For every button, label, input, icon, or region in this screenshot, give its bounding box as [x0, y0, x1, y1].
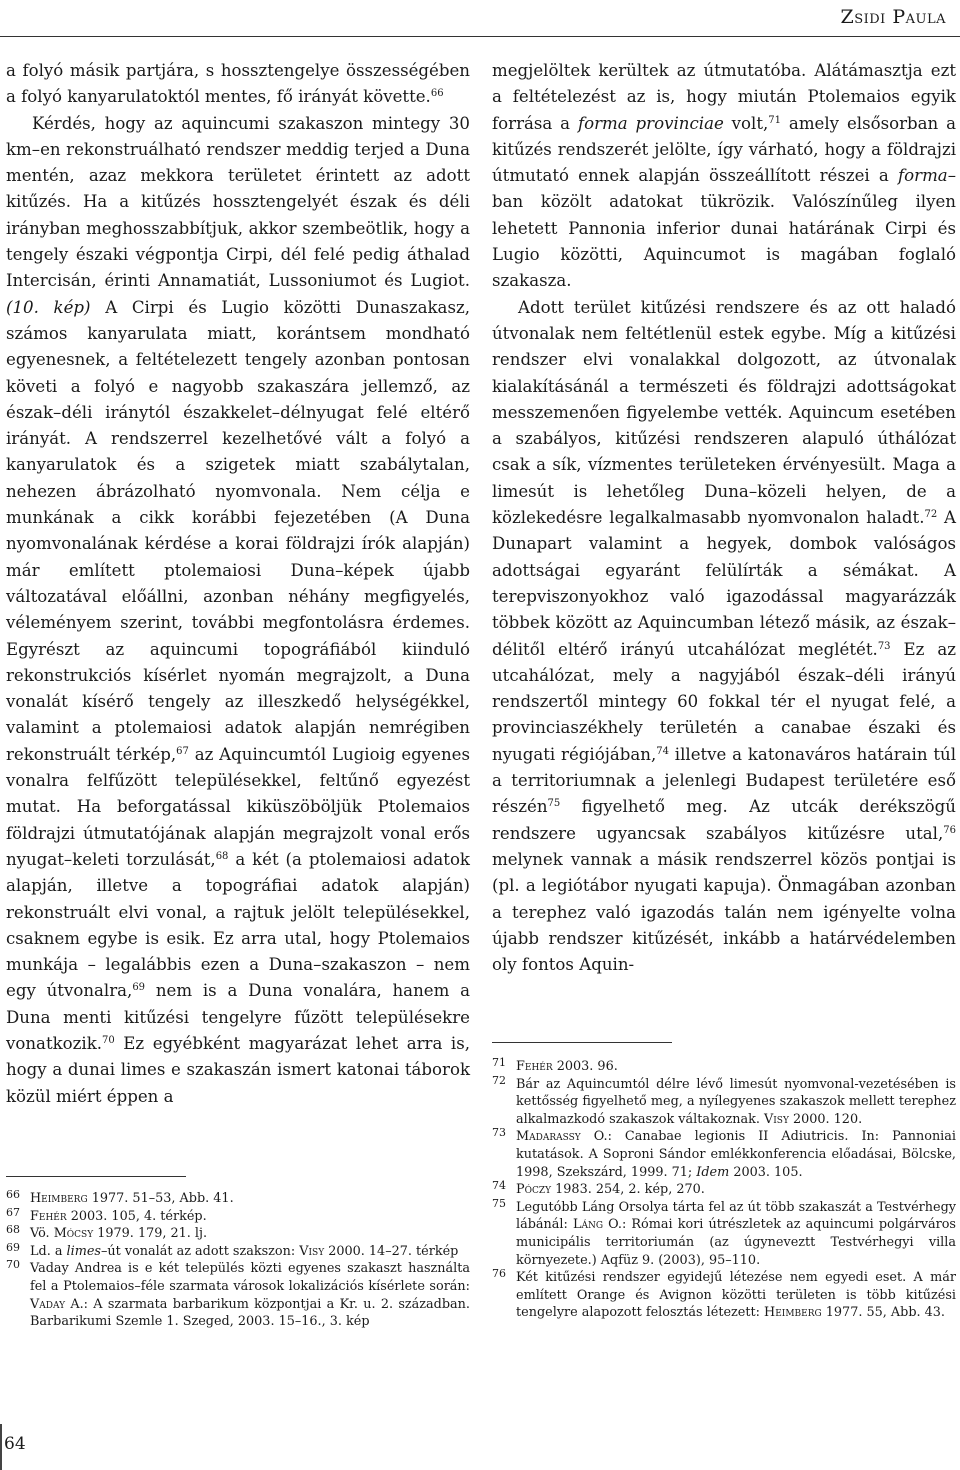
- page-edge-mark: [0, 1424, 2, 1470]
- footnote-ref[interactable]: 74: [656, 745, 669, 757]
- footnote-ref[interactable]: 70: [102, 1034, 115, 1046]
- footnote-70: 70 Vaday Andrea is e két település közti egyenes szakaszt használta fel a Ptolemaios–féle szarmata városok lokalizációs kísérlete során: Vaday A.: A szarmata barbarikum központjai a Kr. u. 2. században. Barbarikumi Szemle 1. Szeged, 2003. 15–16., 3. kép: [6, 1258, 470, 1330]
- footnote-66: 66 Heimberg 1977. 51–53, Abb. 41.: [6, 1188, 234, 1206]
- footnote-rule: [492, 1042, 672, 1043]
- footnotes-right: [492, 1058, 956, 1322]
- footnote-71: 71 Fehér 2003. 96.: [492, 1056, 618, 1074]
- left-column: [6, 58, 470, 1110]
- footnote-rule: [6, 1176, 186, 1177]
- footnote-ref[interactable]: 76: [943, 824, 956, 836]
- page-number: 64: [4, 1434, 26, 1454]
- footnote-ref[interactable]: 72: [924, 509, 938, 521]
- footnote-ref[interactable]: 75: [547, 798, 561, 810]
- footnote-ref[interactable]: 68: [215, 850, 229, 862]
- footnote-68: 68 Vö. Mócsy 1979. 179, 21. lj.: [6, 1223, 208, 1242]
- footnote-75: 75 Legutóbb Láng Orsolya tárta fel az út több szakaszát a Testvérhegy lábánál: Láng O.: Római kori útrészletek az aquincumi polgárváros municipális territoriumán (az úgyneveztt Testvérhegyi villa környezete.) Aqfüz 9. (2003), 95–110.: [492, 1196, 956, 1268]
- paragraph: a folyó másik partjára, s hossztengelye összességében a folyó kanyarulatoktól mentes, fő irányát követte.$^{66}$: [6, 61, 470, 107]
- footnote-67: 67 Fehér 2003. 105, 4. térkép.: [6, 1205, 207, 1224]
- footnote-69: 69 Ld. a limes–út vonalát az adott szakszon: Visy 2000. 14–27. térkép: [6, 1240, 459, 1259]
- paragraph: Kérdés, hogy az aquincumi szakaszon mintegy 30 km–en rekonstruálható rendszer meddig terjed a Duna mentén, azaz mekkora területet érintett az adott kitűzés. Ha a kitűzés hossztengelyét észak és déli irányban meghosszabbítjuk, akkor szembeötlik, hogy a tengely északi végpontja Cirpi, dél felé pedig áthalad Intercisán, érinti Annamatiát, Lussoniumot és Lugiot. (10. kép) A Cirpi és Lugio közötti Dunaszakasz, számos kanyarulata miatt, korántsem mondható egyenesnek, a feltételezett tengely azonban pontosan követi a folyó e nagyobb szakaszára jellemző, az észak–déli iránytól északkelet–délnyugat felé eltérő irányát. A rendszerrel kezelhetővé vált a folyó a kanyarulatok és a szigetek miatt szabálytalan, nehezen ábrázolható nyomvonala. Nem célja e munkának a cikk korábbi fejezetében (A Duna nyomvonalának kérdése a korai földrajzi írók alapján) már említett ptolemaiosi Duna–képek újabb változatával előállni, azonban néhány megfigyelés, véleményem szerint, további megfontolásra érdemes. Egyrészt az aquincumi topográfiából kiinduló rekonstrukciós kísérlet nyomán megrajzolt, a Duna vonalát kísérő tengely az illeszkedő helységékkel, valamint a ptolemaiosi adatok alapján nemrégiben rekonstruált térkép,$^{67}$ az Aquincumtól Lugioig egyenes vonalra felfűzött településekkel, feltűnő egyezést mutat. Ha beforgatással kiküszöböljük Ptolemaios földrajzi útmutatójának alapján megrajzolt vonal erős nyugat–keleti torzulását,$^{68}$ a két (a ptolemaiosi adatok alapján, illetve a topográfiai adatok alapján) rekonstruált elvi vonal, a rajtuk jelölt településekkel, csaknem egybe is esik. Ez arra utal, hogy Ptolemaios munkája – legalábbis ezen a Duna–szakaszon – nem egy útvonalra,$^{69}$ nem is a Duna vonalára, hanem a Duna menti kitűzési tengelyre fűzött településekre vonatkozik.$^{70}$ Ez egyébként magyarázat lehet arra is, hogy a dunai limes e szakaszán ismert katonai táborok közül miért éppen a: [6, 113, 470, 1106]
- footnote-73: 73 Madarassy O.: Canabae legionis II Adiutricis. In: Pannoniai kutatások. A Soproni Sándor emlékkonferencia előadásai, Bölcske, 1998, Szekszárd, 1999. 71; Idem 2003. 105.: [492, 1126, 956, 1180]
- footnote-74: 74 Póczy 1983. 254, 2. kép, 270.: [492, 1179, 705, 1198]
- footnote-ref[interactable]: 73: [877, 640, 891, 652]
- running-head: Zsidi Paula: [840, 6, 946, 28]
- footnote-ref[interactable]: 69: [132, 982, 146, 994]
- footnote-76: 76 Két kitűzési rendszer egyidejű létezése nem egyedi eset. A már említett Orange és Avignon közötti területen is több kitűzési tengelyre alapozott felosztás létezett: Heimberg 1977. 55, Abb. 43.: [492, 1267, 956, 1321]
- header-rule: [0, 36, 960, 37]
- footnote-ref[interactable]: 67: [176, 745, 189, 757]
- footnotes-left: [6, 1190, 470, 1331]
- paragraph: Adott terület kitűzési rendszere és az ott haladó útvonalak nem feltétlenül estek egybe. Míg a kitűzési rendszer elvi vonalakkal dolgozott, az útvonalak kialakításánál a természeti és földrajzi adottságokat messzemenően figyelembe vették. Aquincum esetében a szabályos, kitűzési rendszeren alapuló úthálózat csak a sík, vízmentes területeken érvényesült. Maga a limesút is lehetőleg Duna–közeli helyen, de a közlekedésre legalkalmasabb nyomvonalon haladt.$^{72}$ A Dunapart valamint a hegyek, dombok valóságos adottságai egyaránt felülírták a sémákat. A terepviszonyokhoz való igazodással magyarázzák többek között az Aquincumban létező másik, az észak–délitől eltérő irányú utcahálózat meglétét.$^{73}$ Ez az utcahálózat, mely a nagyjából észak–déli irányú rendszertől mintegy 60 fokkal tér el nyugat felé, a provinciaszékhely területén a canabae északi és nyugati régiójában,$^{74}$ illetve a katonaváros határain túl a territoriumnak a jelenlegi Budapest területére eső részén$^{75}$ figyelhető meg. Az utcák derékszögű rendszere ugyancsak szabályos kitűzésre utal,$^{76}$ melynek vannak a másik rendszerrel közös pontjai is (pl. a legiótábor nyugati kapuja). Önmagában azonban a terephez való igazodás talán nem igényelte volna újabb rendszer kitűzését, inkább a határvédelemben oly fontos Aquin-: [492, 297, 956, 975]
- footnote-72: 72 Bár az Aquincumtól délre lévő limesút nyomvonal-vezetésében is kettősség figyelhető meg, a nyílegyenes szakaszok mellett terephez alkalmazkodó szakaszok váltakoznak. Visy 2000. 120.: [492, 1073, 956, 1127]
- footnote-ref[interactable]: 71: [768, 114, 782, 126]
- figure-ref: (10. kép): [6, 297, 91, 317]
- right-column: [492, 58, 956, 978]
- paragraph: megjelöltek kerültek az útmutatóba. Alátámasztja ezt a feltételezést az is, hogy miután Ptolemaios egyik forrása a forma provinciae volt,$^{71}$ amely elsősorban a kitűzés rendszerét jelölte, így várható, hogy a földrajzi útmutató ennek alapján összeállított részei a forma–ban közölt adatokat tükrözik. Valószínűleg ilyen lehetett Pannonia inferior dunai határának Cirpi és Lugio közötti, Aquincumot is magában foglaló szakasza.: [492, 61, 956, 291]
- footnote-ref[interactable]: 66: [430, 88, 444, 100]
